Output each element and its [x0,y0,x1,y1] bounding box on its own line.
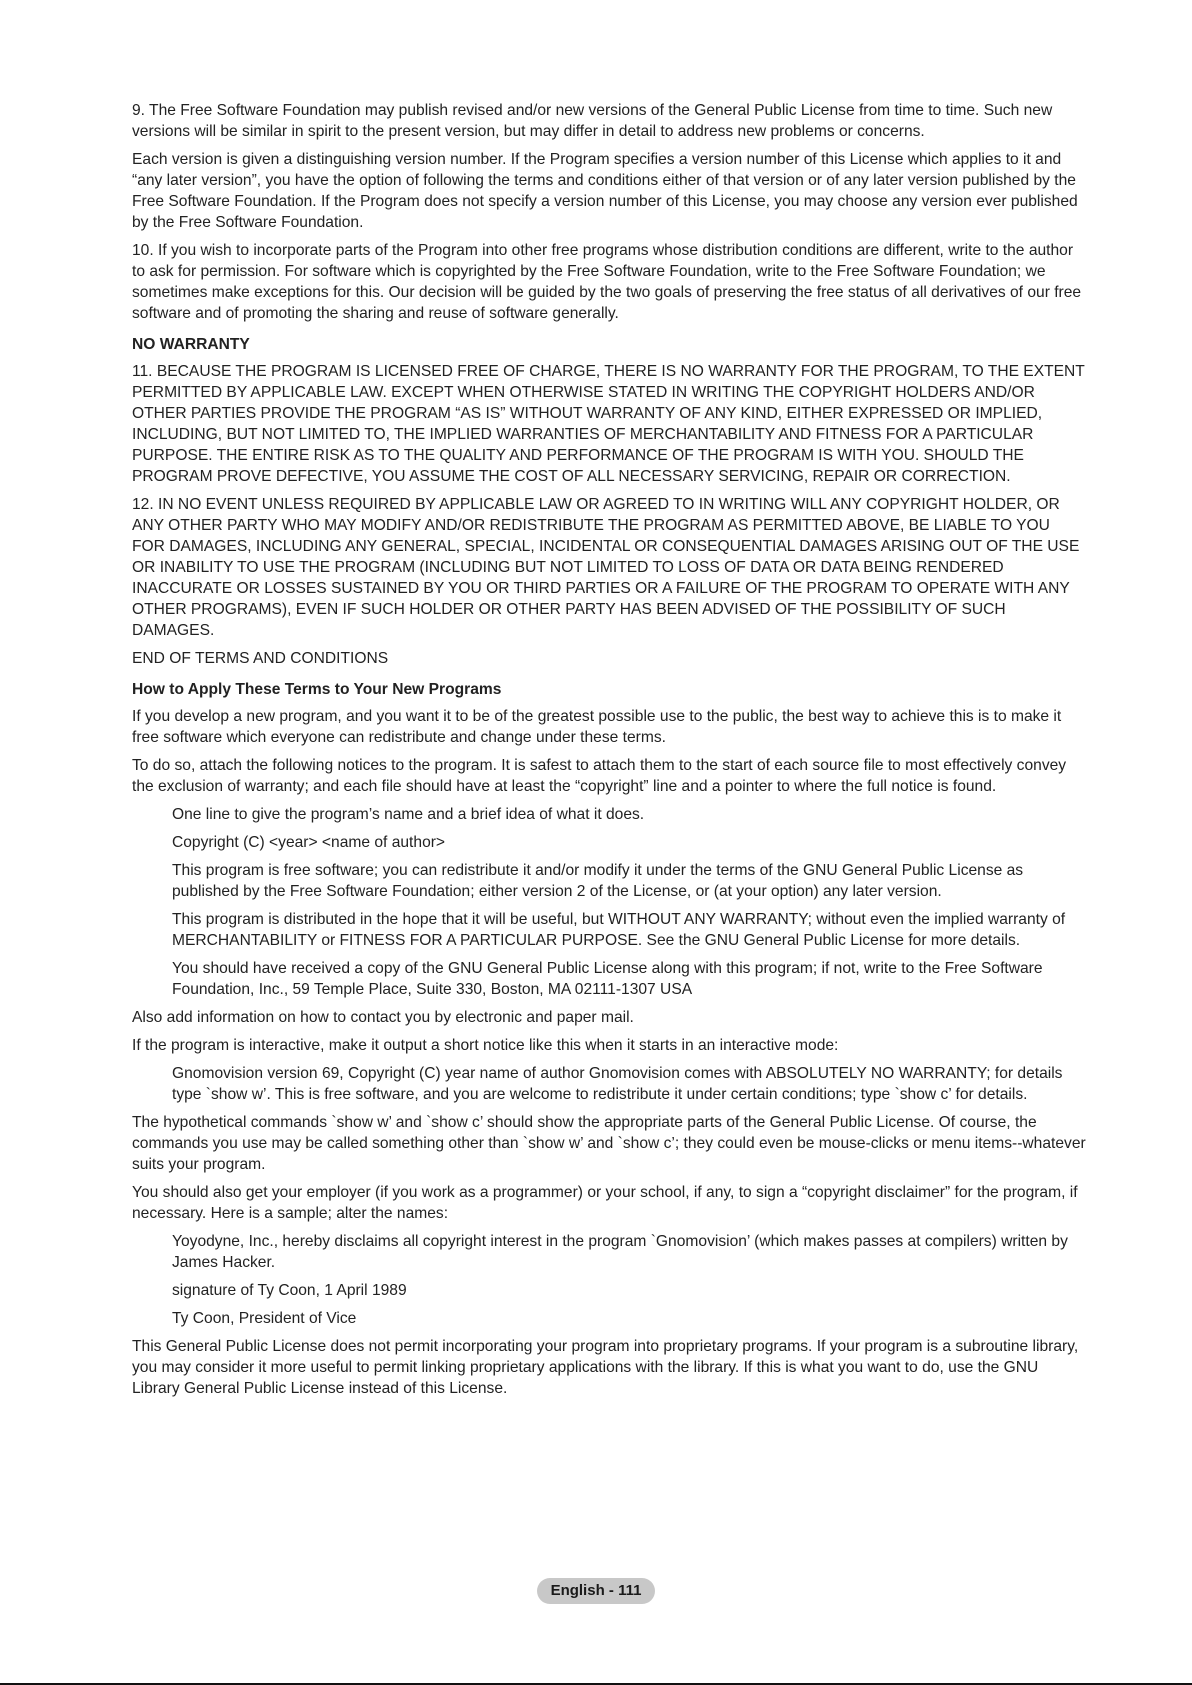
paragraph-attach-notices: To do so, attach the following notices to the program. It is safest to attach them to the start of each source file to most effectively convey the exclusion of warranty; and each file should have at least the “copyright” line and a pointer to where the full notice is found. [132,757,1067,795]
paragraph-copyright-disclaimer: You should also get your employer (if you work as a programmer) or your school, if any, to sign a “copyright disclaimer” for the program, if necessary. Here is a sample; alter the names: [132,1184,1078,1222]
heading-how-to-apply: How to Apply These Terms to Your New Programs [132,681,502,698]
paragraph-section-11: 11. BECAUSE THE PROGRAM IS LICENSED FREE OF CHARGE, THERE IS NO WARRANTY FOR THE PROGRAM, TO THE EXTENT PERMITTED BY APPLICABLE LAW. EXCEPT WHEN OTHERWISE STATED IN WRITING THE COPYRIGHT HOLDERS AND/OR OTHER PARTIES PROVIDE THE PROGRAM “AS IS” WITHOUT WARRANTY OF ANY KIND, EITHER EXPRESSED OR IMPLIED, INCLUDING, BUT NOT LIMITED TO, THE IMPLIED WARRANTIES OF MERCHANTABILITY AND FITNESS FOR A PARTICULAR PURPOSE. THE ENTIRE RISK AS TO THE QUALITY AND PERFORMANCE OF THE PROGRAM IS WITH YOU. SHOULD THE PROGRAM PROVE DEFECTIVE, YOU ASSUME THE COST OF ALL NECESSARY SERVICING, REPAIR OR CORRECTION. [132,363,1085,485]
sample-yoyodyne: Yoyodyne, Inc., hereby disclaims all copyright interest in the program `Gnomovision’ (which makes passes at compilers) written by James Hacker. [172,1233,1068,1271]
paragraph-section-9: 9. The Free Software Foundation may publish revised and/or new versions of the General Public License from time to time. Such new versions will be similar in spirit to the present version, but may differ in detail to address new problems or concerns. [132,102,1053,140]
page-footer [0,1578,1192,1604]
paragraph-library-license: This General Public License does not permit incorporating your program into proprietary programs. If your program is a subroutine library, you may consider it more useful to permit linking proprietary applications with the library. If this is what you want to do, use the GNU Library General Public License instead of this License. [132,1338,1079,1397]
notice-free-software: This program is free software; you can redistribute it and/or modify it under the terms of the GNU General Public License as published by the Free Software Foundation; either version 2 of the License, or (at your option) any later version. [172,862,1024,900]
document-body [132,100,1086,1406]
notice-gnomovision: Gnomovision version 69, Copyright (C) year name of author Gnomovision comes with ABSOLUTELY NO WARRANTY; for details type `show w’. This is free software, and you are welcome to redistribute it under certain conditions; type `show c’ for details. [172,1065,1063,1103]
notice-program-name: One line to give the program’s name and a brief idea of what it does. [172,806,645,823]
notice-no-warranty: This program is distributed in the hope that it will be useful, but WITHOUT ANY WARRANTY; without even the implied warranty of MERCHANTABILITY or FITNESS FOR A PARTICULAR PURPOSE. See the GNU General Public License for more details. [172,911,1066,949]
sample-signature: signature of Ty Coon, 1 April 1989 [172,1282,407,1299]
heading-no-warranty: NO WARRANTY [132,336,250,353]
paragraph-new-program: If you develop a new program, and you want it to be of the greatest possible use to the public, the best way to achieve this is to make it free software which everyone can redistribute and change under these terms. [132,708,1062,746]
notice-received-copy: You should have received a copy of the GNU General Public License along with this program; if not, write to the Free Software Foundation, Inc., 59 Temple Place, Suite 330, Boston, MA 02111-1307 USA [172,960,1043,998]
sample-signer-title: Ty Coon, President of Vice [172,1310,357,1327]
paragraph-end-of-terms: END OF TERMS AND CONDITIONS [132,650,389,667]
page-number-badge: English - 111 [537,1578,656,1604]
paragraph-contact-info: Also add information on how to contact you by electronic and paper mail. [132,1009,634,1026]
paragraph-interactive-mode: If the program is interactive, make it output a short notice like this when it starts in an interactive mode: [132,1037,839,1054]
paragraph-section-10: 10. If you wish to incorporate parts of the Program into other free programs whose distribution conditions are different, write to the author to ask for permission. For software which is copyrighted by the Free Software Foundation, write to the Free Software Foundation; we sometimes make exceptions for this. Our decision will be guided by the two goals of preserving the free status of all derivatives of our free software and of promoting the sharing and reuse of software generally. [132,242,1082,322]
paragraph-hypothetical-commands: The hypothetical commands `show w’ and `show c’ should show the appropriate parts of the General Public License. Of course, the commands you use may be called something other than `show w’ and `show c’; they could even be mouse-clicks or menu items--whatever suits your program. [132,1114,1086,1173]
paragraph-section-12: 12. IN NO EVENT UNLESS REQUIRED BY APPLICABLE LAW OR AGREED TO IN WRITING WILL ANY COPYRIGHT HOLDER, OR ANY OTHER PARTY WHO MAY MODIFY AND/OR REDISTRIBUTE THE PROGRAM AS PERMITTED ABOVE, BE LIABLE TO YOU FOR DAMAGES, INCLUDING ANY GENERAL, SPECIAL, INCIDENTAL OR CONSEQUENTIAL DAMAGES ARISING OUT OF THE USE OR INABILITY TO USE THE PROGRAM (INCLUDING BUT NOT LIMITED TO LOSS OF DATA OR DATA BEING RENDERED INACCURATE OR LOSSES SUSTAINED BY YOU OR THIRD PARTIES OR A FAILURE OF THE PROGRAM TO OPERATE WITH ANY OTHER PROGRAMS), EVEN IF SUCH HOLDER OR OTHER PARTY HAS BEEN ADVISED OF THE POSSIBILITY OF SUCH DAMAGES. [132,496,1080,639]
paragraph-version-numbers: Each version is given a distinguishing version number. If the Program specifies a version number of this License which applies to it and “any later version”, you have the option of following the terms and conditions either of that version or of any later version published by the Free Software Foundation. If the Program does not specify a version number of this License, you may choose any version ever published by the Free Software Foundation. [132,151,1078,231]
notice-copyright-line: Copyright (C) <year> <name of author> [172,834,446,851]
